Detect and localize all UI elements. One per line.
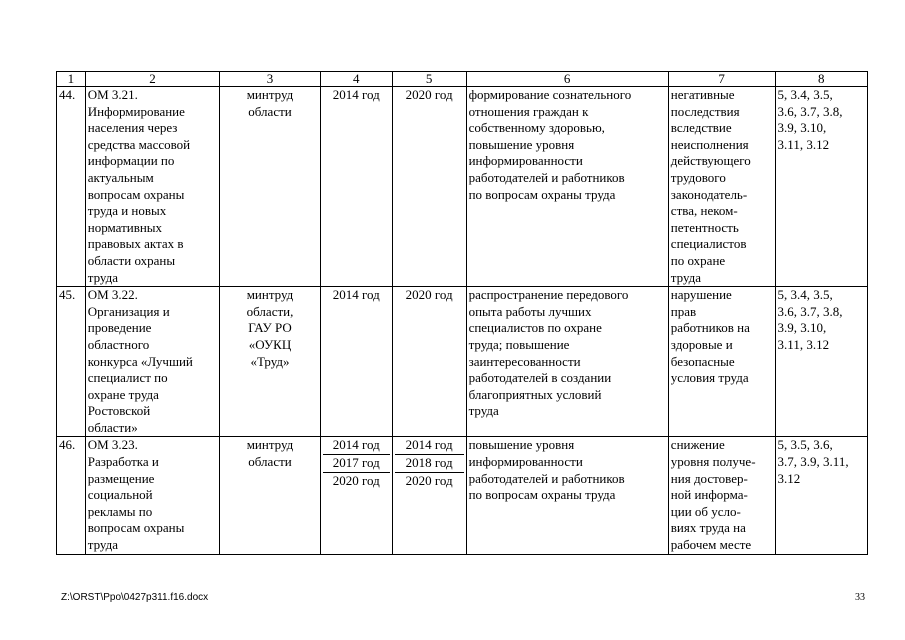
end-date-cell-value: 2014 год: [395, 437, 464, 455]
result-cell-line: работодателей в создании: [468, 370, 612, 386]
indicators-cell-line: 5, 3.4, 3.5,: [777, 287, 833, 303]
consequences-cell-line: вследствие: [670, 120, 732, 136]
responsible-cell-line: «Труд»: [250, 353, 290, 369]
result-cell: [466, 437, 668, 554]
indicators-cell-line: 3.9, 3.10,: [777, 320, 827, 336]
end-date-cell-value: 2020 год: [405, 472, 453, 488]
result-cell: [466, 87, 668, 287]
consequences-cell-line: трудового: [670, 169, 726, 185]
measure-cell-line: ОМ 3.23.: [87, 437, 138, 453]
end-date-cell: [392, 287, 466, 437]
consequences-cell-line: снижение: [670, 437, 725, 453]
row-number: 46.: [57, 437, 86, 554]
result-cell-line: работодателей и работников: [468, 470, 625, 486]
measures-table: [56, 71, 868, 555]
result-cell: [466, 287, 668, 437]
responsible-cell: [220, 287, 321, 437]
result-cell-line: труда; повышение: [468, 336, 570, 352]
end-date-cell: [392, 437, 466, 554]
header-cell: 1: [57, 72, 86, 87]
result-cell-line: повышение уровня: [468, 136, 575, 152]
file-path: Z:\ORST\Ppo\0427p311.f16.docx: [61, 592, 209, 603]
measure-cell-line: проведение: [87, 320, 152, 336]
responsible-cell-line: области: [248, 103, 292, 119]
responsible-cell-line: «ОУКЦ: [248, 336, 292, 352]
start-date-cell-value: 2014 год: [332, 287, 380, 303]
result-cell-line: собственному здоровью,: [468, 120, 605, 136]
measure-cell-line: актуальным: [87, 169, 154, 185]
measure-cell-line: Организация и: [87, 303, 170, 319]
measure-cell-line: информации по: [87, 153, 175, 169]
measure-cell-line: областного: [87, 336, 150, 352]
consequences-cell-line: уровня получе-: [670, 454, 756, 470]
end-date-cell-value: 2020 год: [405, 87, 453, 102]
consequences-cell-line: труда: [670, 269, 702, 285]
measure-cell-line: населения через: [87, 120, 178, 136]
indicators-cell-line: 3.7, 3.9, 3.11,: [777, 454, 849, 470]
measure-cell-line: области охраны: [87, 252, 176, 268]
indicators-cell: [775, 437, 867, 554]
consequences-cell-line: действующего: [670, 153, 751, 169]
indicators-cell-line: 3.6, 3.7, 3.8,: [777, 103, 843, 119]
result-cell-line: информированности: [468, 153, 583, 169]
responsible-cell-line: области,: [246, 303, 294, 319]
measure-cell-line: вопросам охраны: [87, 186, 185, 202]
indicators-cell: [775, 287, 867, 437]
start-date-cell-value: 2014 год: [332, 87, 380, 102]
page-number: 33: [855, 592, 865, 603]
result-cell-line: повышение уровня: [468, 437, 575, 453]
responsible-cell-line: минтруд: [246, 87, 294, 102]
consequences-cell-line: ции об усло-: [670, 503, 741, 519]
measure-cell: [85, 287, 219, 437]
measure-cell-line: Разработка и: [87, 454, 159, 470]
measure-cell-line: труда: [87, 269, 118, 285]
result-cell-line: информированности: [468, 454, 583, 470]
consequences-cell-line: по охране: [670, 252, 726, 268]
table-row: [57, 87, 868, 287]
end-date-cell-value: 2020 год: [405, 287, 453, 303]
measure-cell-line: ОМ 3.22.: [87, 287, 138, 303]
consequences-cell-line: неисполнения: [670, 136, 749, 152]
measure-cell-line: Ростовской: [87, 403, 151, 419]
responsible-cell: [220, 87, 321, 287]
start-date-cell: [320, 437, 392, 554]
measure-cell-line: социальной: [87, 487, 153, 503]
row-number: 44.: [57, 87, 86, 287]
consequences-cell-line: ства, неком-: [670, 203, 738, 219]
start-date-cell-value: 2014 год: [323, 437, 390, 455]
consequences-cell: [668, 437, 775, 554]
measure-cell-line: специалист по: [87, 370, 168, 386]
indicators-cell-line: 3.9, 3.10,: [777, 120, 827, 136]
consequences-cell-line: негативные: [670, 87, 735, 102]
consequences-cell-line: ния достовер-: [670, 470, 748, 486]
indicators-cell-line: 5, 3.4, 3.5,: [777, 87, 833, 102]
result-cell-line: заинтересованности: [468, 353, 581, 369]
result-cell-line: по вопросам охраны труда: [468, 487, 616, 503]
measure-cell-line: труда: [87, 537, 118, 553]
measure-cell-line: охране труда: [87, 386, 159, 402]
result-cell-line: формирование сознательного: [468, 87, 632, 102]
responsible-cell-line: области: [248, 454, 292, 470]
measure-cell: [85, 87, 219, 287]
consequences-cell-line: специалистов: [670, 236, 747, 252]
consequences-cell-line: законодатель-: [670, 186, 748, 202]
consequences-cell-line: нарушение: [670, 287, 732, 303]
consequences-cell-line: виях труда на: [670, 520, 746, 536]
measure-cell-line: ОМ 3.21.: [87, 87, 138, 102]
result-cell-line: отношения граждан к: [468, 103, 589, 119]
consequences-cell-line: петентность: [670, 219, 739, 235]
result-cell-line: по вопросам охраны труда: [468, 186, 616, 202]
header-cell: 8: [775, 72, 867, 87]
measure-cell: [85, 437, 219, 554]
consequences-cell-line: условия труда: [670, 370, 749, 386]
start-date-cell-value: 2017 год: [323, 455, 390, 473]
measure-cell-line: рекламы по: [87, 503, 153, 519]
table-row: [57, 437, 868, 554]
responsible-cell-line: ГАУ РО: [248, 320, 292, 336]
indicators-cell-line: 3.6, 3.7, 3.8,: [777, 303, 843, 319]
consequences-cell-line: рабочем месте: [670, 537, 752, 553]
indicators-cell-line: 3.12: [777, 470, 801, 486]
result-cell-line: опыта работы лучших: [468, 303, 592, 319]
header-cell: 4: [320, 72, 392, 87]
header-cell: 2: [85, 72, 219, 87]
consequences-cell-line: здоровые и: [670, 336, 733, 352]
table-row: [57, 287, 868, 437]
consequences-cell: [668, 87, 775, 287]
header-cell: 7: [668, 72, 775, 87]
consequences-cell-line: безопасные: [670, 353, 735, 369]
start-date-cell-value: 2020 год: [332, 472, 380, 488]
measure-cell-line: Информирование: [87, 103, 185, 119]
start-date-cell: [320, 287, 392, 437]
indicators-cell: [775, 87, 867, 287]
measure-cell-line: вопросам охраны: [87, 520, 185, 536]
measure-cell-line: средства массовой: [87, 136, 191, 152]
header-cell: 5: [392, 72, 466, 87]
result-cell-line: благоприятных условий: [468, 386, 602, 402]
end-date-cell: [392, 87, 466, 287]
measure-cell-line: размещение: [87, 470, 155, 486]
consequences-cell-line: ной информа-: [670, 487, 748, 503]
result-cell-line: распространение передового: [468, 287, 629, 303]
consequences-cell-line: прав: [670, 303, 697, 319]
responsible-cell-line: минтруд: [246, 287, 294, 303]
measure-cell-line: конкурса «Лучший: [87, 353, 193, 369]
measure-cell-line: области»: [87, 419, 138, 435]
responsible-cell: [220, 437, 321, 554]
measure-cell-line: правовых актах в: [87, 236, 184, 252]
consequences-cell: [668, 287, 775, 437]
consequences-cell-line: работников на: [670, 320, 750, 336]
result-cell-line: специалистов по охране: [468, 320, 602, 336]
header-row: [57, 72, 868, 87]
indicators-cell-line: 5, 3.5, 3.6,: [777, 437, 833, 453]
consequences-cell-line: последствия: [670, 103, 740, 119]
result-cell-line: работодателей и работников: [468, 169, 625, 185]
indicators-cell-line: 3.11, 3.12: [777, 336, 830, 352]
end-date-cell-value: 2018 год: [395, 455, 464, 473]
measure-cell-line: труда и новых: [87, 203, 167, 219]
result-cell-line: труда: [468, 403, 499, 419]
header-cell: 6: [466, 72, 668, 87]
indicators-cell-line: 3.11, 3.12: [777, 136, 830, 152]
responsible-cell-line: минтруд: [246, 437, 294, 453]
row-number: 45.: [57, 287, 86, 437]
measure-cell-line: нормативных: [87, 219, 163, 235]
start-date-cell: [320, 87, 392, 287]
header-cell: 3: [220, 72, 321, 87]
